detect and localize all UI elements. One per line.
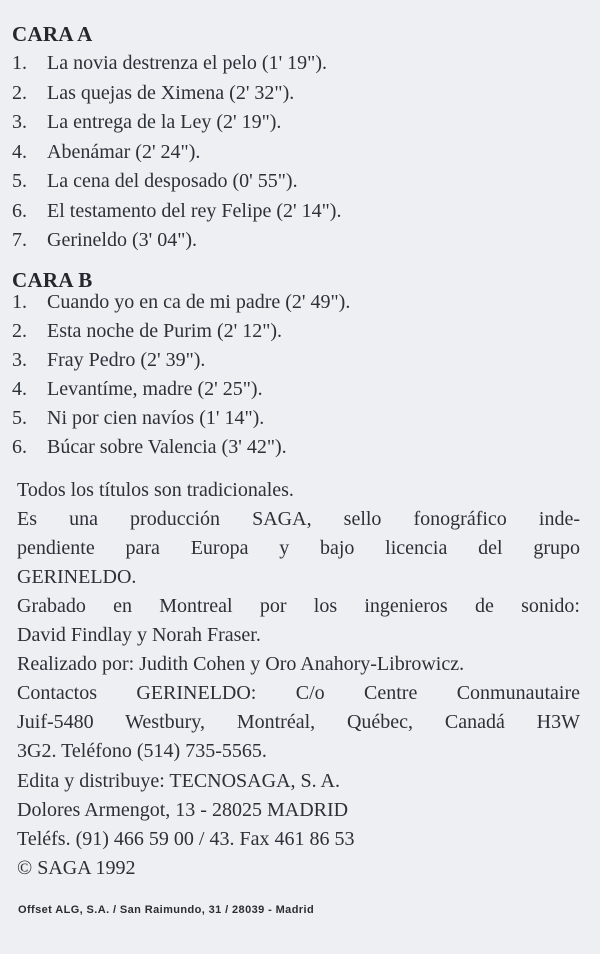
- distributor-line: Edita y distribuye: TECNOSAGA, S. A.: [17, 770, 340, 792]
- track-number: 5.: [12, 407, 27, 429]
- track-number: 2.: [12, 81, 27, 104]
- track-number: 1.: [12, 52, 27, 74]
- track-number: 4.: [12, 140, 27, 163]
- track-item: [12, 378, 350, 407]
- traditional-note: Todos los títulos son tradicionales.: [17, 479, 294, 501]
- side-a-heading: CARA A: [12, 22, 93, 46]
- track-title: La cena del desposado (0' 55").: [47, 170, 298, 192]
- track-item: [12, 82, 341, 112]
- track-item: [12, 291, 350, 320]
- track-title: Fray Pedro (2' 39").: [47, 349, 206, 371]
- distribution-block: [17, 767, 580, 883]
- printer-imprint: Offset ALG, S.A. / San Raimundo, 31 / 28039 - Madrid: [18, 904, 315, 916]
- track-number: 3.: [12, 111, 27, 133]
- production-line-3: GERINELDO.: [17, 566, 137, 588]
- production-line-1: Es una producción SAGA, sello fonográfico inde-: [17, 508, 580, 530]
- track-item: [12, 407, 350, 436]
- contacts-line-2: Juif-5480 Westbury, Montréal, Québec, Canadá H3W: [17, 711, 580, 733]
- track-item: [12, 52, 341, 82]
- track-item: [12, 141, 341, 171]
- track-number: 2.: [12, 320, 27, 342]
- track-title: La entrega de la Ley (2' 19").: [47, 111, 282, 133]
- recorded-line-2: David Findlay y Norah Fraser.: [17, 624, 261, 646]
- side-a-track-list: [12, 52, 341, 259]
- track-number: 1.: [12, 291, 27, 313]
- track-item: [12, 229, 341, 259]
- track-title: Esta noche de Purim (2' 12").: [47, 320, 283, 342]
- track-item: [12, 320, 350, 349]
- production-line-2: pendiente para Europa y bajo licencia del grupo: [17, 537, 580, 559]
- track-title: Gerineldo (3' 04").: [47, 229, 198, 251]
- track-title: Búcar sobre Valencia (3' 42").: [47, 436, 287, 458]
- contacts-line-1: Contactos GERINELDO: C/o Centre Conmunautaire: [17, 682, 580, 704]
- side-b-heading: CARA B: [12, 268, 93, 292]
- contacts-line-3: 3G2. Teléfono (514) 735-5565.: [17, 740, 267, 762]
- track-number: 3.: [12, 349, 27, 371]
- copyright-line: © SAGA 1992: [17, 857, 136, 879]
- recorded-line-1: Grabado en Montreal por los ingenieros de sonido:: [17, 595, 580, 617]
- track-number: 4.: [12, 378, 27, 400]
- track-item: [12, 436, 350, 465]
- track-title: Levantíme, madre (2' 25").: [47, 378, 263, 400]
- track-title: El testamento del rey Felipe (2' 14").: [47, 199, 342, 222]
- track-item: [12, 349, 350, 378]
- track-number: 6.: [12, 199, 27, 222]
- track-title: La novia destrenza el pelo (1' 19").: [47, 52, 327, 74]
- side-b-track-list: [12, 291, 350, 465]
- track-title: Las quejas de Ximena (2' 32").: [47, 81, 295, 104]
- track-item: [12, 170, 341, 200]
- phone-fax-line: Teléfs. (91) 466 59 00 / 43. Fax 461 86 53: [17, 828, 355, 850]
- address-line: Dolores Armengot, 13 - 28025 MADRID: [17, 799, 349, 821]
- track-number: 6.: [12, 436, 27, 458]
- track-title: Ni por cien navíos (1' 14").: [47, 407, 265, 429]
- track-number: 7.: [12, 229, 27, 251]
- credits-block: [17, 476, 580, 766]
- track-item: [12, 200, 341, 230]
- track-title: Cuando yo en ca de mi padre (2' 49").: [47, 291, 351, 313]
- produced-by-line: Realizado por: Judith Cohen y Oro Anahory-Librowicz.: [17, 653, 465, 675]
- track-number: 5.: [12, 170, 27, 192]
- track-title: Abenámar (2' 24").: [47, 140, 201, 163]
- track-item: [12, 111, 341, 141]
